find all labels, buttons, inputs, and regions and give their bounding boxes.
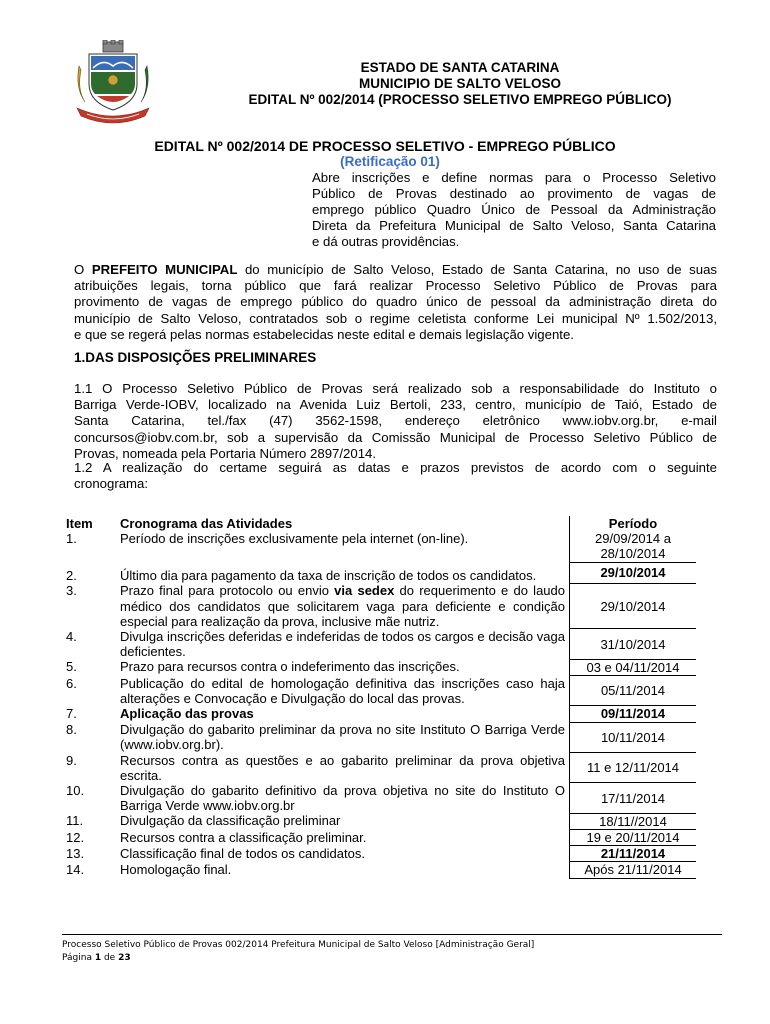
footer-page-number xyxy=(62,953,131,963)
page-total: 23 xyxy=(118,953,131,963)
intro-prefix: O xyxy=(74,262,92,277)
row-period: 11 e 12/11/2014 xyxy=(570,753,697,783)
summary-line: Direta da Prefeitura Municipal de Salto Veloso, Santa Catarina xyxy=(312,218,716,233)
row-period: 05/11/2014 xyxy=(570,676,697,706)
table-row xyxy=(62,813,696,829)
summary-line: emprego público Quadro Único de Pessoal da Administração xyxy=(312,202,716,217)
row-item: 12. xyxy=(66,829,85,845)
row-period: 09/11/2014 xyxy=(570,706,697,722)
row-period: 17/11/2014 xyxy=(570,783,697,813)
p12-line: 1.2 A realização do certame seguirá as datas e prazos previstos de acordo com o seguinte xyxy=(74,460,717,475)
row-activity-pre: Prazo final para protocolo ou envio xyxy=(120,583,335,599)
row-activity: Divulgação do gabarito definitivo da prova objetiva no site do Instituto O Barriga Verde www.iobv.org.br xyxy=(120,782,565,814)
row-activity: Recursos contra as questões e ao gabarito preliminar da prova objetiva escrita. xyxy=(120,752,565,783)
row-period: 29/10/2014 xyxy=(570,583,697,629)
row-period: 03 e 04/11/2014 xyxy=(570,659,697,675)
row-activity: Prazo para recursos contra o indeferimento das inscrições. xyxy=(120,659,460,675)
header-municipality: MUNICIPIO DE SALTO VELOSO xyxy=(358,76,562,91)
header-activity: Cronograma das Atividades xyxy=(120,516,293,531)
page-label: Página xyxy=(62,953,95,963)
table-row xyxy=(62,659,696,675)
row-period: Após 21/11/2014 xyxy=(570,862,697,878)
document-title: EDITAL Nº 002/2014 DE PROCESSO SELETIVO - EMPREGO PÚBLICO xyxy=(154,138,616,154)
table-row xyxy=(62,830,696,846)
intro-line: atribuições legais, torna público que fará realizar Processo Seletivo Público de Provas para xyxy=(74,278,717,294)
row-activity: Divulgação da classificação preliminar xyxy=(120,813,341,829)
section-heading: 1.DAS DISPOSIÇÕES PRELIMINARES xyxy=(74,350,317,365)
table-row xyxy=(62,722,696,752)
row-period: 10/11/2014 xyxy=(570,722,697,752)
row-activity: Classificação final de todos os candidatos. xyxy=(120,845,365,861)
paragraph-1-1 xyxy=(74,381,717,462)
row-activity: Recursos contra a classificação preliminar. xyxy=(120,829,367,845)
row-item: 7. xyxy=(66,705,77,721)
schedule-table xyxy=(62,516,696,879)
page-current: 1 xyxy=(94,953,102,963)
row-period: 29/09/2014 a 28/10/2014 xyxy=(570,531,697,562)
row-activity: Divulga inscrições deferidas e indeferidas de todos os cargos e decisão vaga deficientes. xyxy=(120,628,565,660)
p11-line: concursos@iobv.com.br, sob a supervisão da Comissão Municipal de Processo Seletivo Público de xyxy=(74,429,717,445)
row-activity: Homologação final. xyxy=(120,861,232,877)
row-item: 6. xyxy=(66,675,77,691)
row-activity: Aplicação das provas xyxy=(120,705,254,721)
row-item: 1. xyxy=(66,531,77,547)
row-period: 21/11/2014 xyxy=(570,846,697,862)
row-item: 9. xyxy=(66,752,77,768)
p11-line: Barriga Verde-IOBV, localizado na Avenida Luiz Bertoli, 233, centro, município de Taió, Estado de xyxy=(74,397,717,413)
table-row xyxy=(62,753,696,783)
table-row xyxy=(62,629,696,659)
row-period: 29/10/2014 xyxy=(570,562,697,583)
footer-text: Processo Seletivo Público de Provas 002/2014 Prefeitura Municipal de Salto Veloso [Administração Geral] xyxy=(62,940,535,950)
municipal-coat-of-arms-icon xyxy=(73,40,153,126)
row-item: 5. xyxy=(66,659,77,675)
p12-line: cronograma: xyxy=(74,476,149,492)
row-activity: Período de inscrições exclusivamente pela internet (on-line). xyxy=(120,531,469,547)
row-item: 4. xyxy=(66,628,77,644)
summary-line: e dá outras providências. xyxy=(312,234,460,249)
row-activity: Divulgação do gabarito preliminar da prova no site Instituto O Barriga Verde (www.iobv.org.br). xyxy=(120,722,565,753)
table-row xyxy=(62,783,696,813)
intro-paragraph xyxy=(74,262,717,343)
header-period: Período xyxy=(570,516,697,531)
intro-bold: PREFEITO MUNICIPAL xyxy=(91,262,238,277)
header-state: ESTADO DE SANTA CATARINA xyxy=(360,60,560,75)
page-of: de xyxy=(101,953,119,963)
table-row xyxy=(62,583,696,629)
p11-line: Provas, nomeada pela Portaria Número 2897/2014. xyxy=(74,445,377,461)
p11-line: 1.1 O Processo Seletivo Público de Provas será realizado sob a responsabilidade do Instituto o xyxy=(74,381,717,396)
retificacao-label: (Retificação 01) xyxy=(340,154,440,169)
intro-line: município de Salto Veloso, contratados sob o regime celetista conforme Lei municipal Nº 1.502/2013, xyxy=(74,310,717,326)
row-item: 14. xyxy=(66,861,85,877)
row-item: 2. xyxy=(66,568,77,584)
summary-line: Público de Provas destinado ao provimento de vagas de xyxy=(312,186,716,201)
row-period: 19 e 20/11/2014 xyxy=(570,830,697,846)
intro-line: provimento de vagas de emprego público do quadro único de pessoal da administração direta do xyxy=(74,294,717,310)
summary-line: Abre inscrições e define normas para o Processo Seletivo xyxy=(312,170,716,185)
row-period: 18/11//2014 xyxy=(570,813,697,829)
header-item: Item xyxy=(66,516,93,531)
row-activity: Publicação do edital de homologação definitiva das inscrições caso haja alterações e Convocação e Divulgação do local das provas. xyxy=(120,675,565,706)
table-row xyxy=(62,531,696,562)
row-item: 10. xyxy=(66,782,85,798)
row-item: 13. xyxy=(66,845,85,861)
intro-line: e que se regerá pelas normas estabelecidas neste edital e demais legislação vigente. xyxy=(74,326,574,342)
row-activity-post: do requerimento e do laudo médico dos candidatos que solicitarem vaga para deficiente e condição especial para realização da prova, inclusive mãe nutriz. xyxy=(120,583,565,629)
row-item: 3. xyxy=(66,583,77,599)
table-row xyxy=(62,676,696,706)
summary-block xyxy=(312,170,716,250)
header-edital: EDITAL Nº 002/2014 (PROCESSO SELETIVO EMPREGO PÚBLICO) xyxy=(248,92,672,107)
row-activity-bold: via sedex xyxy=(334,583,395,599)
table-row xyxy=(62,562,696,583)
table-row xyxy=(62,862,696,878)
row-period: 31/10/2014 xyxy=(570,629,697,659)
p11-line: Santa Catarina, tel./fax (47) 3562-1598, endereço eletrônico www.iobv.org.br, e-mail xyxy=(74,413,717,429)
intro-line xyxy=(74,262,717,278)
table-row xyxy=(62,706,696,722)
row-item: 11. xyxy=(66,813,84,829)
table-row xyxy=(62,846,696,862)
footer-divider xyxy=(62,934,722,935)
schedule-header-row xyxy=(62,516,696,531)
paragraph-1-2 xyxy=(74,460,717,492)
row-activity: Último dia para pagamento da taxa de inscrição de todos os candidatos. xyxy=(120,568,537,584)
row-activity xyxy=(116,583,570,629)
intro-rest: do município de Salto Veloso, Estado de Santa Catarina, no uso de suas xyxy=(237,262,717,277)
row-item: 8. xyxy=(66,722,77,738)
